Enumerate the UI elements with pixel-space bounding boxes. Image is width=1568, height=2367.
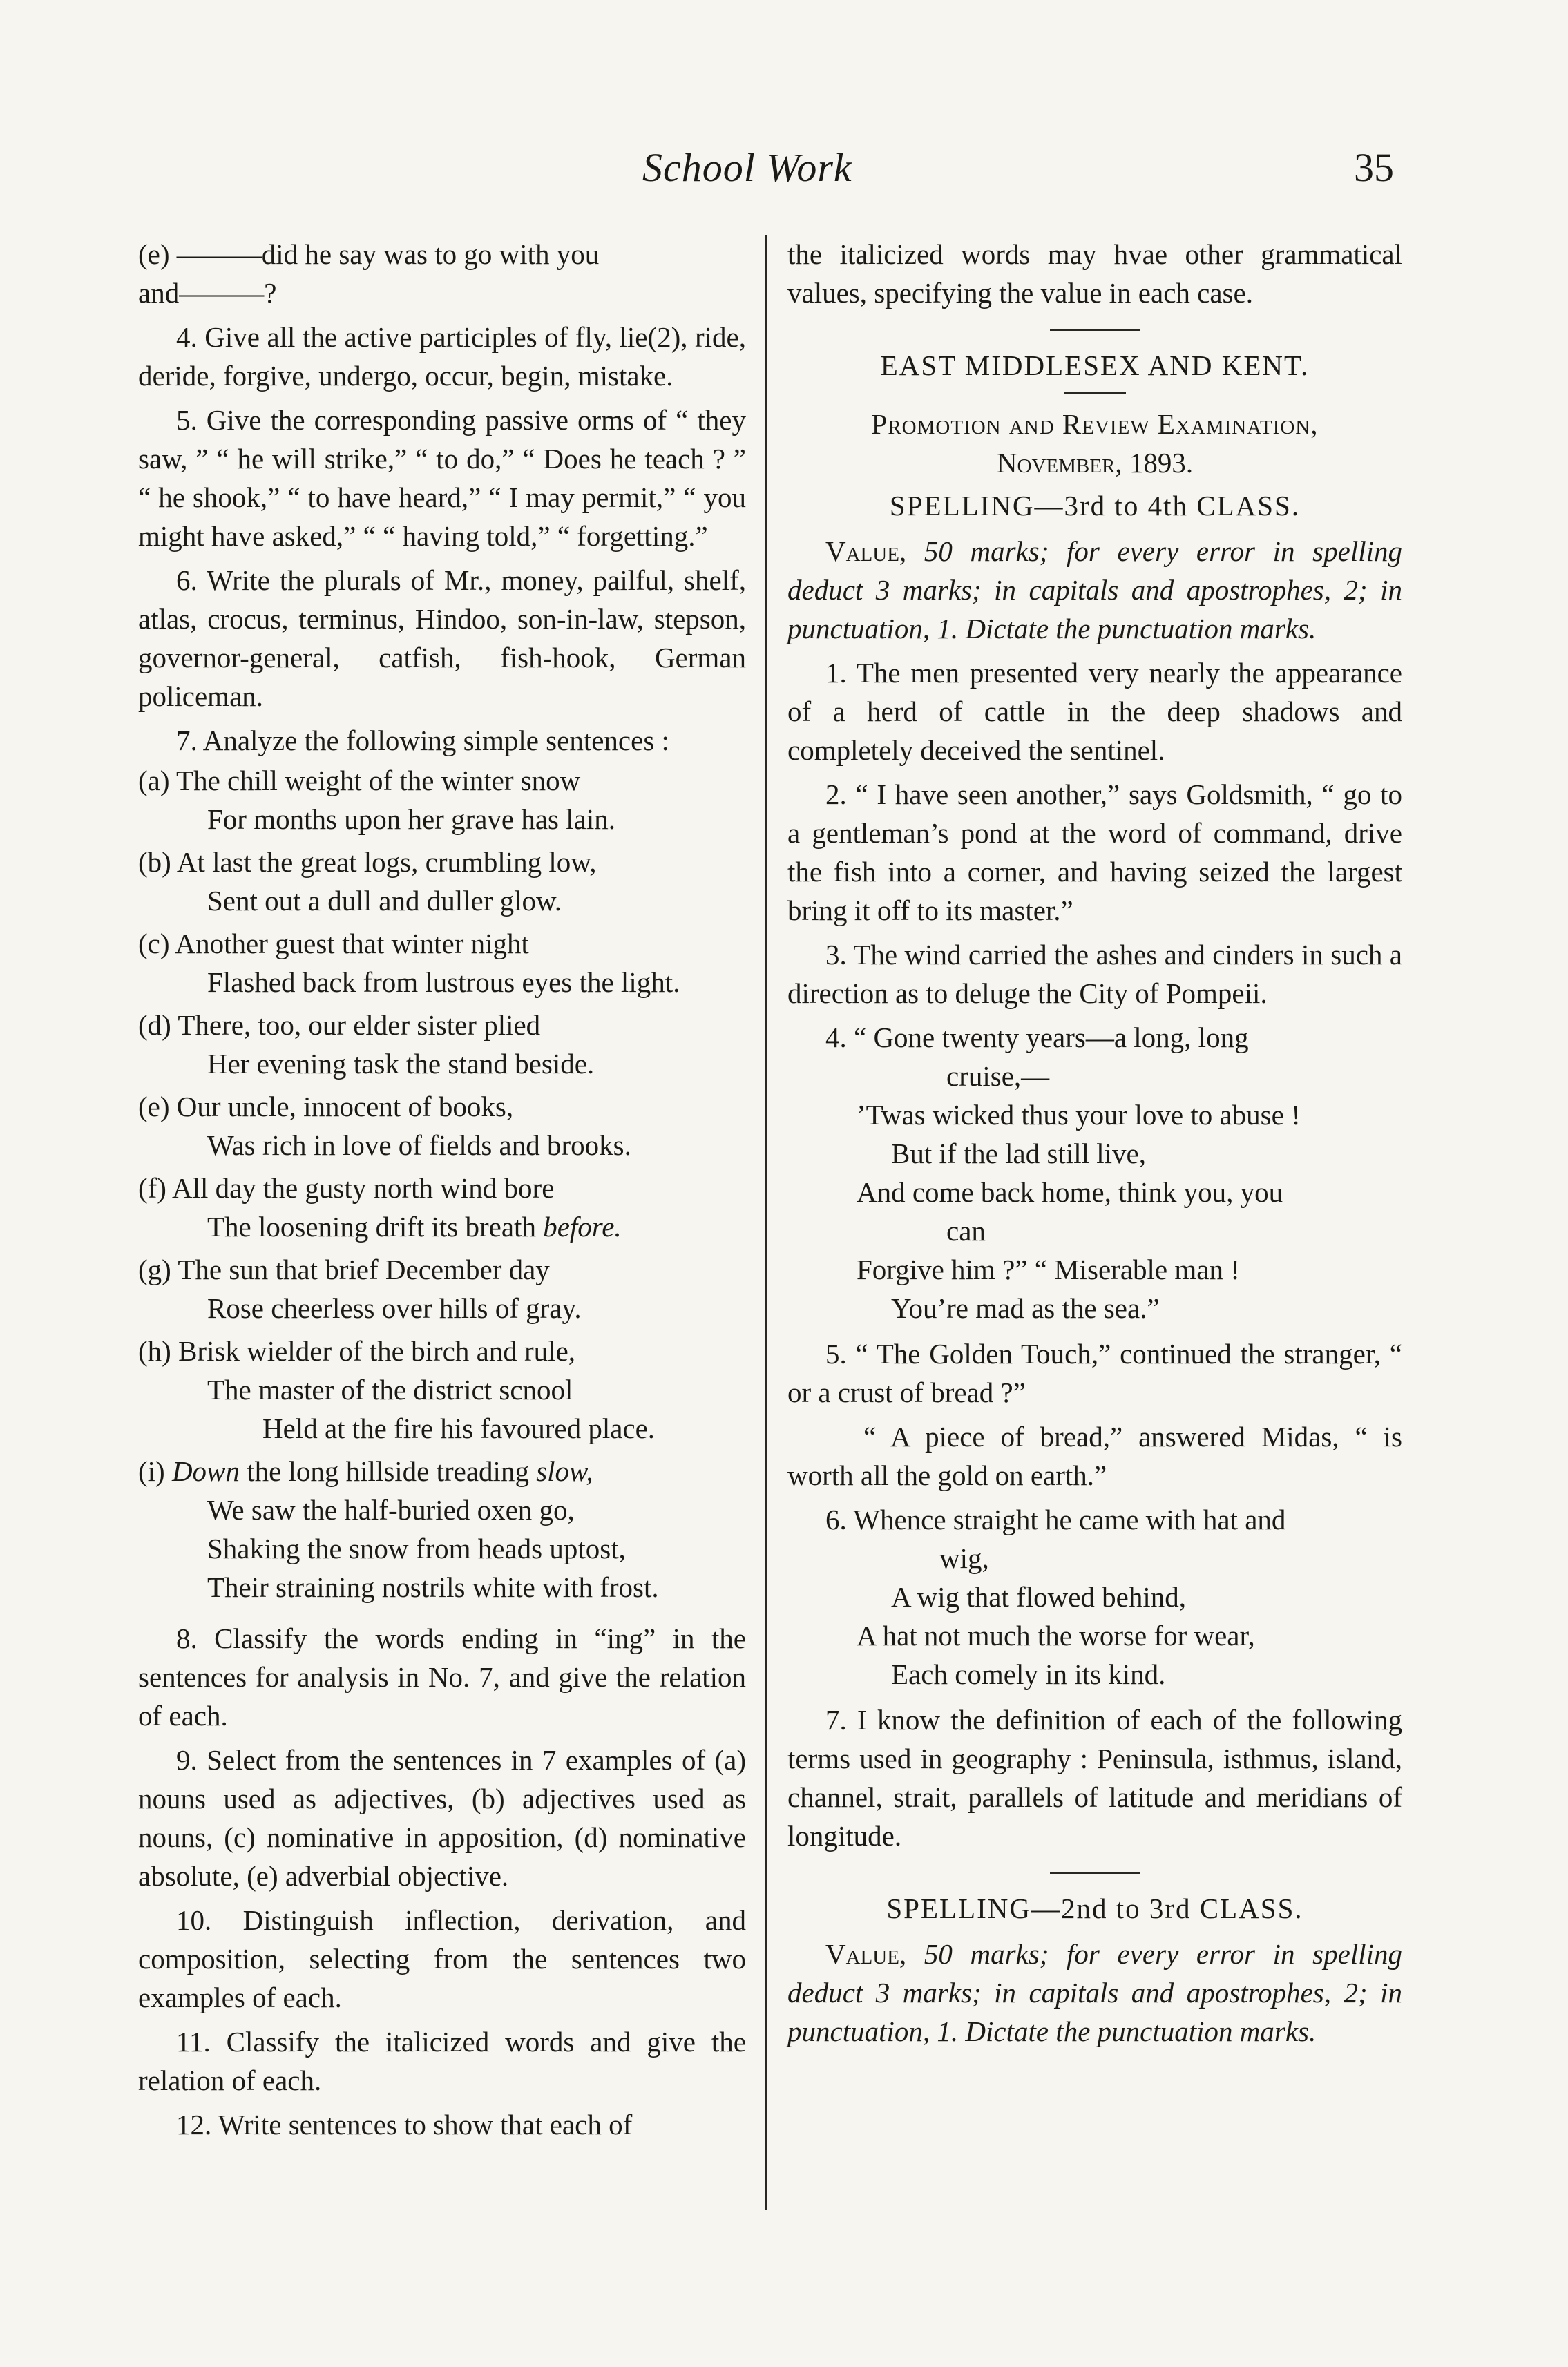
sentence-line: We saw the half-buried oxen go, (207, 1494, 575, 1526)
sentence-label: (e) (138, 1091, 170, 1122)
sentence-g (138, 1250, 746, 1328)
sentence-label: (f) (138, 1172, 166, 1204)
verse-line: 4. “ Gone twenty years—a long, long (825, 1022, 1249, 1053)
verse-line: But if the lad still live, (891, 1138, 1146, 1169)
sentence-line: Flashed back from lustrous eyes the light. (207, 966, 680, 998)
question-10: 10. Distinguish inflection, derivation, and composition, selecting from the sentences two examples of each. (138, 1904, 746, 2013)
sentence-label: (a) (138, 765, 170, 796)
spelling-item-5-reply: “ A piece of bread,” answered Midas, “ is worth all the gold on earth.” (787, 1421, 1402, 1491)
spelling-item-3: 3. The wind carried the ashes and cinders in such a direction as to deluge the City of Pompeii. (787, 939, 1402, 1009)
sentence-label: (b) (138, 846, 171, 878)
spelling-item-4 (787, 1018, 1402, 1328)
sentence-h (138, 1332, 746, 1448)
instructions-text: 50 marks; for every error in spelling deduct 3 marks; in capitals and apostrophes, 2; in punctuation, 1. Dictate the punctuation marks. (787, 535, 1402, 644)
spelling-item-6 (787, 1500, 1402, 1694)
sentence-label: (d) (138, 1009, 171, 1041)
sentence-line: Sent out a dull and duller glow. (207, 885, 562, 917)
sentence-line: Her evening task the stand beside. (207, 1048, 595, 1080)
spelling-item-7: 7. I know the definition of each of the following terms used in geography : Peninsula, isthmus, island, channel, strait, parallels of latitude and meridians of longitude. (787, 1704, 1402, 1852)
sentence-line: Another guest that winter night (175, 928, 529, 959)
left-column (138, 235, 746, 2149)
sentence-label: (i) (138, 1455, 165, 1487)
sentence-i (138, 1452, 746, 1607)
verse-line: And come back home, think you, you (857, 1176, 1283, 1208)
sentence-b (138, 843, 746, 920)
italic-word: Down (171, 1455, 240, 1487)
verse-line: cruise,— (946, 1060, 1050, 1092)
verse-line: ’Twas wicked thus your love to abuse ! (857, 1099, 1301, 1131)
instructions-text: 50 marks; for every error in spelling deduct 3 marks; in capitals and apostrophes, 2; in punctuation, 1. Dictate the punctuation marks. (787, 1938, 1402, 2047)
verse-line: 6. Whence straight he came with hat and (825, 1504, 1286, 1535)
spelling-3-instructions (787, 532, 1402, 648)
sentence-line: There, too, our elder sister plied (178, 1009, 541, 1041)
sentence-e (138, 1087, 746, 1165)
item-e-line1: (e) ———did he say was to go with you (138, 238, 600, 270)
spelling-2-instructions (787, 1935, 1402, 2051)
exam-date: November, 1893. (996, 447, 1194, 479)
sentence-line: Shaking the snow from heads uptost, (207, 1533, 626, 1564)
italic-word: slow, (536, 1455, 593, 1487)
question-11: 11. Classify the italicized words and give the relation of each. (138, 2026, 746, 2096)
sentence-line: For months upon her grave has lain. (207, 803, 615, 835)
sentence-line: The loosening drift its breath (207, 1211, 536, 1243)
italic-word: before. (543, 1211, 622, 1243)
question-9: 9. Select from the sentences in 7 examples of (a) nouns used as adjectives, (b) adjectives used as nouns, (c) nominative in apposition, (d) nominative absolute, (e) adverbial objective. (138, 1744, 746, 1892)
sentence-line: At last the great logs, crumbling low, (176, 846, 597, 878)
sentence-line: Held at the fire his favoured place. (262, 1412, 656, 1444)
verse-line: A wig that flowed behind, (891, 1581, 1187, 1613)
spelling-2-title: SPELLING—2nd to 3rd CLASS. (886, 1892, 1303, 1924)
sentence-c (138, 924, 746, 1002)
sentence-line: All day the gusty north wind bore (171, 1172, 555, 1204)
sentence-line: Was rich in love of fields and brooks. (207, 1129, 631, 1161)
section-rule (1050, 1872, 1140, 1874)
sentence-line: the long hillside treading (247, 1455, 529, 1487)
section-rule (1050, 329, 1140, 331)
sentence-label: (g) (138, 1254, 171, 1285)
right-column (787, 235, 1402, 2056)
question-5: 5. Give the corresponding passive orms of “ they saw, ” “ he will strike,” “ to do,” “ Does he teach ? ” “ he shook,” “ to have heard,” “ I may permit,” “ you might have asked,” “ “ having told,” “ forgetting.” (138, 404, 746, 552)
question-6: 6. Write the plurals of Mr., money, pailful, shelf, atlas, crocus, terminus, Hindoo, son-in-law, stepson, governor-general, catfish, fish-hook, German policeman. (138, 564, 746, 712)
sentence-line: The sun that brief December day (178, 1254, 550, 1285)
verse-line: can (946, 1215, 986, 1247)
spelling-item-5: 5. “ The Golden Touch,” continued the stranger, “ or a crust of bread ?” (787, 1338, 1402, 1408)
verse-line: Each comely in its kind. (891, 1658, 1166, 1690)
verse-line: wig, (939, 1542, 989, 1574)
value-label: Value, (825, 535, 907, 567)
spelling-item-1: 1. The men presented very nearly the appearance of a herd of cattle in the deep shadows and completely deceived the sentinel. (787, 657, 1402, 766)
sentence-line: Rose cheerless over hills of gray. (207, 1292, 582, 1324)
question-12: 12. Write sentences to show that each of (176, 2109, 633, 2140)
item-e-line2: and———? (138, 277, 277, 309)
section-title: EAST MIDDLESEX AND KENT. (880, 349, 1310, 381)
sentence-label: (h) (138, 1335, 171, 1367)
verse-line: A hat not much the worse for wear, (857, 1620, 1255, 1651)
value-label: Value, (825, 1938, 907, 1970)
column-divider (765, 235, 767, 2210)
spelling-item-2: 2. “ I have seen another,” says Goldsmith, “ go to a gentleman’s pond at the word of command, drive the fish into a corner, and having seized the largest bring it off to its master.” (787, 778, 1402, 926)
sentence-line: Brisk wielder of the birch and rule, (178, 1335, 576, 1367)
sentence-f (138, 1169, 746, 1246)
sentence-a (138, 761, 746, 838)
page-number: 35 (1354, 145, 1394, 190)
page-header (0, 145, 1568, 197)
sentence-d (138, 1006, 746, 1083)
sentence-line: Their straining nostrils white with frost. (207, 1571, 659, 1603)
question-8: 8. Classify the words ending in “ing” in the sentences for analysis in No. 7, and give the relation of each. (138, 1622, 746, 1732)
question-4: 4. Give all the active participles of fly, lie(2), ride, deride, forgive, undergo, occur, begin, mistake. (138, 321, 746, 392)
sentence-line: The chill weight of the winter snow (176, 765, 581, 796)
question-12-continued: the italicized words may hvae other grammatical values, specifying the value in each case. (787, 238, 1402, 309)
sentence-line: The master of the district scnool (207, 1374, 573, 1406)
spelling-3-title: SPELLING—3rd to 4th CLASS. (889, 490, 1301, 521)
sentence-line: Our uncle, innocent of books, (176, 1091, 514, 1122)
running-title: School Work (642, 145, 852, 190)
verse-line: You’re mad as the sea.” (891, 1292, 1160, 1324)
item-e (138, 235, 746, 312)
sentence-label: (c) (138, 928, 170, 959)
verse-line: Forgive him ?” “ Miserable man ! (857, 1254, 1240, 1285)
exam-title: Promotion and Review Examination, (871, 408, 1319, 440)
question-7: 7. Analyze the following simple sentences : (176, 725, 669, 756)
section-rule (1064, 392, 1126, 394)
